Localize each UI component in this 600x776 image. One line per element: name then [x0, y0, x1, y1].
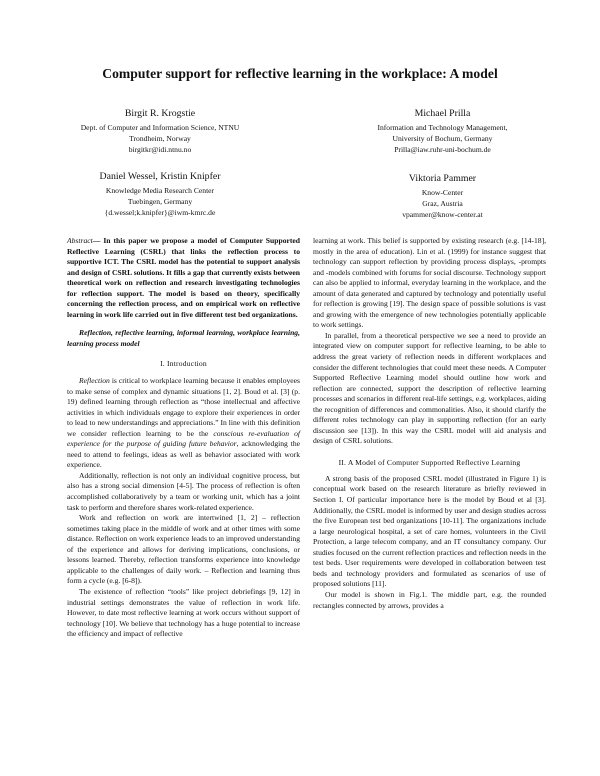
keywords: Reflection, reflective learning, informal learning, workplace learning, learning process model: [67, 328, 300, 348]
abstract-text: — In this paper we propose a model of Computer Supported Reflective Learning (CSRL) that links the reflection process to supportive ICT. The CSRL model has the potential to support analysis and design of CSRL solutions. It fills a gap that currently exists between theoretical work on reflection and research investigating technologies for reflection support. The model is based on theory, specifically concerning the reflection process, and on empirical work on reflective learning in work life carried out in five different test bed organizations.: [67, 236, 300, 319]
author-email: birgitkr@idi.ntnu.no: [128, 144, 192, 154]
author-location: Tuebingen, Germany: [127, 196, 193, 206]
paragraph: Work and reflection on work are intertwined [1, 2] – reflection sometimes taking place in the middle of work and at other times with some distance. Reflection on work experience leads to an improved understanding of the experience and allows for deriving implications, conclusions, or lessons learned. Thereby, reflection transforms experience into knowledge applicable to the challenges of daily work. – Reflection and learning thus form a cycle (e.g. [6-8]).: [67, 513, 300, 586]
abstract: [67, 236, 300, 320]
author-location: Trondheim, Norway: [129, 133, 191, 143]
section-heading-model: II. A Model of Computer Supported Reflective Learning: [338, 457, 521, 467]
paragraph-text: is critical to workplace learning because it enables employees to make sense of complex and dynamic situations [1, 2]. Boud et al. [3] (p. 19) defined learning through reflection as “those intellectual and affective activities in which individuals engage to explore their experiences in order to lead to new understandings and appreciations.” In line with this definition we consider reflection learning to be the: [67, 376, 300, 438]
paragraph-text: , acknowledging the need to attend to feelings, ideas as well as behavior associated with work experience.: [67, 439, 300, 470]
author-name: Viktoria Pammer: [408, 173, 477, 184]
author-block-pammer: [325, 172, 560, 220]
paragraph: learning at work. This belief is supported by existing research (e.g. [14-18], mostly in the area of education). Lin et al. (1999) for instance suggest that technology can support reflection by providing process displays, -prompts and -models combined with forums for social discourse. Technology support can also be applied to informal, everyday learning in the workplace, and the amount of data generated and captured by technology and potentially useful for reflection is growing [19]. The design space of possible solutions is vast and growing with the emergence of new technologies potentially applicable to work settings.: [313, 236, 547, 330]
section-heading-introduction: I. Introduction: [160, 359, 207, 369]
author-affiliation: Information and Technology Management,: [377, 123, 508, 132]
author-email: {d.wessel;k.knipfer}@iwm-kmrc.de: [104, 207, 216, 217]
author-name: Michael Prilla: [414, 108, 471, 119]
paragraph: Additionally, reflection is not only an individual cognitive process, but also has a strong social dimension [4-5]. The process of reflection is often accomplished collaboratively by a team or working unit, which has a joint task to perform and therefore shares work-related experience.: [67, 470, 300, 512]
paragraph: In parallel, from a theoretical perspective we see a need to provide an integrated view on computer support for reflective learning, to be able to address the great variety of reflection needs in different workplaces and consider the different technologies that could meet these needs. A Computer Supported Reflective Learning model should outline how work and reflection are connected, support the description of reflective learning processes and scenarios in different real-life settings, e.g. workplaces, aiding the recognition of differences and commonalities. Also, it should clarify the different roles technology can play in supporting reflection (for an early discussion see [13]). In this way the CSRL model will aid analysis and design of CSRL solutions.: [313, 330, 546, 446]
paragraph: Our model is shown in Fig.1. The middle part, e.g. the rounded rectangles connected by arrows, provides a: [313, 589, 546, 610]
paragraph: The existence of reflection “tools” like project debriefings [9, 12] in industrial settings demonstrates the value of reflection in work life. However, to date most reflective learning at work occurs without support of technology [10]. We believe that technology has a huge potential to increase the efficiency and impact of reflective: [67, 586, 300, 639]
author-name: Birgit R. Krogstie: [124, 108, 196, 119]
author-affiliation: Knowledge Media Research Center: [105, 186, 215, 195]
author-affiliation: Know-Center: [421, 188, 464, 197]
paragraph-italic: Reflection: [79, 376, 110, 386]
author-location: Graz, Austria: [422, 198, 463, 208]
author-block-prilla: [325, 107, 560, 155]
author-block-krogstie: [40, 107, 280, 155]
author-affiliation: Dept. of Computer and Information Science, NTNU: [80, 123, 240, 132]
paragraph: [67, 376, 300, 471]
abstract-label: Abstract: [67, 236, 93, 245]
paper-title: Computer support for reflective learning in the workplace: A model: [102, 66, 498, 81]
author-name: Daniel Wessel, Kristin Knipfer: [99, 171, 221, 182]
right-column: [313, 236, 546, 611]
author-email: vpammer@know-center.at: [402, 209, 483, 219]
paragraph: A strong basis of the proposed CSRL model (illustrated in Figure 1) is conceptual work based on the research literature as briefly reviewed in Section I. Of particular importance here is the model by Boud et al [3]. Additionally, the CSRL model is informed by user and design studies across the five European test bed organizations [10-11]. The organizations include a large neurological hospital, a set of care homes, volunteers in the Civil Protection, a large telecom company, and an IT consultancy company. Our studies focused on the current reflection practices and reflection needs in the test beds. User requirements were developed in collaboration between test beds and technology providers and formulated as scenarios of use of proposed solutions [11].: [313, 473, 546, 589]
left-column: [67, 236, 300, 640]
author-block-wessel-knipfer: [40, 170, 280, 218]
author-email: Prilla@iaw.ruhr-uni-bochum.de: [394, 144, 491, 154]
paragraph-italic: conscious re-evaluation of experience for the purpose of guiding future behavior: [67, 428, 300, 449]
author-location: University of Bochum, Germany: [392, 133, 493, 143]
